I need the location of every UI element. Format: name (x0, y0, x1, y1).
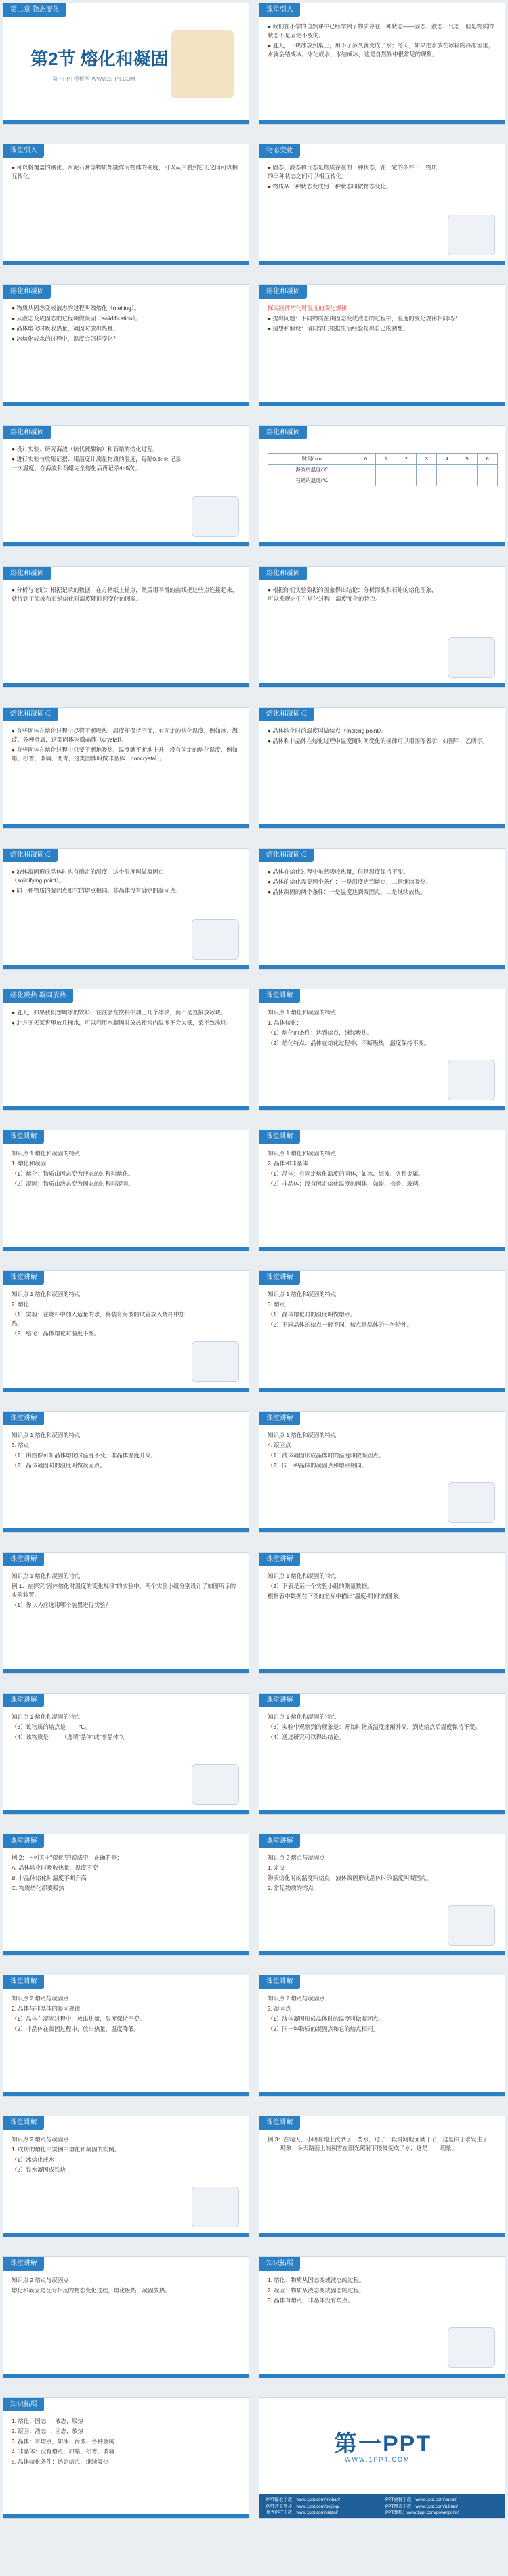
slide-29[interactable] (3, 1975, 249, 2097)
body-line: ● 晶体在熔化过程中虽然吸收热量，但是温度保持不变。 (268, 868, 409, 875)
slide-heading: 课堂讲解 (259, 1553, 300, 1566)
body-line: （4）通过研究可以得出结论。 (268, 1734, 345, 1740)
slide-heading: 课堂讲解 (259, 1694, 300, 1707)
slide-36[interactable] (259, 2397, 505, 2519)
slide-body (268, 1572, 496, 1668)
slide-bottom-bar (259, 683, 505, 687)
slide-body (12, 1994, 240, 2090)
body-line: （2）凝固：物质由液态变为固态的过程叫凝固。 (12, 1180, 134, 1187)
slide-3[interactable] (3, 144, 249, 265)
slide-5[interactable] (3, 284, 249, 406)
table-cell (396, 465, 417, 475)
table-cell: 时间/min (268, 454, 356, 465)
slide-body (268, 1008, 442, 1104)
body-line: 例 2：下列关于"熔化"的说法中，正确的是： (12, 1854, 123, 1861)
slide-body (268, 1713, 496, 1809)
apparatus-illustration (192, 2187, 239, 2227)
table-cell (417, 475, 437, 486)
body-line: ● 提出问题：不同物质在由固态变成液态的过程中，温度的变化规律相同吗？ (268, 315, 460, 322)
body-line: ● 北方冬天菜窖里放几桶水，可以利用水凝固时放热使窖内温度不会太低，菜不致冻坏。 (12, 1019, 232, 1026)
slide-bottom-bar (3, 2233, 249, 2237)
apparatus-illustration (448, 1905, 495, 1946)
slide-bottom-bar (259, 402, 505, 406)
slide-bottom-bar (259, 1388, 505, 1392)
slide-bottom-bar (3, 965, 249, 969)
body-line: A. 晶体熔化时吸收热量，温度不变 (12, 1864, 98, 1871)
table-cell: 海波的温度/℃ (268, 465, 356, 475)
slide-heading: 熔化和凝固 (259, 567, 307, 580)
slide-heading: 熔化和凝固点 (259, 708, 314, 721)
body-line: B. 非晶体熔化时温度不断升高 (12, 1874, 87, 1881)
slide-bottom-bar (3, 683, 249, 687)
footer-link[interactable]: PPT教程：www.1ppt.com/powerpoint/ (385, 2510, 459, 2515)
slide-body (12, 304, 240, 400)
table-cell: 4 (437, 454, 457, 465)
body-line: （2）同一种晶体的凝固点和熔点相同。 (268, 1462, 368, 1469)
slide-26[interactable] (259, 1693, 505, 1815)
slide-body (268, 1290, 496, 1386)
table-cell (437, 465, 457, 475)
table-cell: 6 (478, 454, 498, 465)
slide-body (12, 1290, 186, 1386)
body-line: 1. 晶体熔化： (268, 1019, 303, 1026)
slide-20[interactable] (259, 1270, 505, 1392)
end-logo-text: 第一PPT (334, 2431, 432, 2457)
body-line: （1）熔化的条件：达到熔点，继续吸热。 (268, 1029, 373, 1036)
table-cell (437, 475, 457, 486)
body-line: 知识点 1 熔化和凝固的特点 (12, 1150, 81, 1157)
body-line: （2）熔化特点：晶体在熔化过程中，不断吸热，温度保持不变。 (268, 1039, 430, 1046)
body-line: （2）铁水凝固成铁块 (12, 2166, 66, 2173)
slide-25[interactable] (3, 1693, 249, 1815)
body-line: 3. 熔点 (268, 1301, 286, 1308)
slide-body (12, 1853, 240, 1950)
slide-bottom-bar (259, 1810, 505, 1814)
table-cell: 5 (457, 454, 478, 465)
body-line: 知识点 1 熔化和凝固的特点 (12, 1432, 81, 1438)
slide-bottom-bar (3, 824, 249, 828)
body-line: 知识点 1 熔化和凝固的特点 (268, 1291, 337, 1297)
table-cell (376, 475, 396, 486)
slide-8[interactable] (259, 425, 505, 547)
apparatus-illustration (448, 2327, 495, 2368)
body-line: ● 晶体熔化时吸收热量，凝固时放出热量。 (12, 325, 119, 332)
body-line: （2）结论：晶体熔化时温度不变。 (12, 1330, 100, 1337)
body-line: ● 晶体凝固的两个条件：一是温度达到凝固点，二是继续放热。 (268, 888, 426, 895)
slide-heading: 课堂讲解 (3, 2257, 44, 2271)
slide-heading: 熔化和凝固 (3, 285, 51, 299)
apparatus-illustration (448, 637, 495, 678)
slide-bottom-bar (259, 1951, 505, 1955)
body-line: ● 根据你们实验数据的图象得出结论：分析海波和石蜡的熔化图象，可以发现它们在熔化过程中温度变化的特点。 (268, 586, 438, 602)
body-line: （1）晶体熔化时的温度叫做熔点。 (268, 1311, 356, 1318)
body-line: 知识点 1 熔化和凝固的特点 (12, 1291, 81, 1297)
end-footer (259, 2494, 505, 2518)
body-line: （4）该物质是____（选填"晶体"或"非晶体"）。 (12, 1734, 129, 1740)
body-line: ● 晶体熔化时的温度叫做熔点（melting point）。 (268, 727, 387, 734)
body-line: 4. 非晶体：没有熔点，如蜡、松香、玻璃 (12, 2448, 114, 2455)
body-line: （3）该物质的熔点是____℃。 (12, 1723, 91, 1730)
table-cell: 石蜡的温度/℃ (268, 475, 356, 486)
body-line: 知识点 1 熔化和凝固的特点 (268, 1009, 337, 1016)
slide-7[interactable] (3, 425, 249, 547)
table-cell (376, 465, 396, 475)
slide-body (12, 1713, 186, 1809)
body-line: 知识点 2 熔点与凝固点 (12, 2277, 69, 2283)
body-line: ● 我们在小学的自然课中已经学到了物质存在三种状态——固态、液态、气态，但是物质的状态不是固定不变的。 (268, 23, 494, 39)
body-line: 2. 晶体和非晶体 (268, 1160, 308, 1167)
apparatus-illustration (192, 1341, 239, 1382)
body-line: 知识点 1 熔化和凝固的特点 (268, 1432, 337, 1438)
slide-body (268, 22, 496, 119)
body-line: ● 设计实验：研究海波（硫代硫酸钠）和石蜡的熔化过程。 (12, 446, 158, 452)
slide-body (12, 1572, 240, 1668)
body-line: 知识点 2 熔点与凝固点 (12, 2136, 69, 2143)
slide-bottom-bar (3, 1106, 249, 1110)
body-line: 2. 凝固：物质从液态变成固态的过程。 (268, 2287, 365, 2294)
slide-bottom-bar (3, 120, 249, 124)
slide-bottom-bar (3, 1810, 249, 1814)
slide-subtitle: 第一PPT模板网-WWW.1PPT.COM (52, 76, 135, 82)
slide-bottom-bar (3, 2374, 249, 2378)
slide-body (12, 2135, 186, 2231)
slide-4[interactable] (259, 144, 505, 265)
table-cell (356, 475, 376, 486)
body-line: 2. 常见物质的熔点 (268, 1885, 314, 1891)
slide-30[interactable] (259, 1975, 505, 2097)
slide-15[interactable] (3, 989, 249, 1111)
slide-bottom-bar (259, 1669, 505, 1673)
slide-31[interactable] (3, 2116, 249, 2237)
table-cell: 3 (417, 454, 437, 465)
slide-heading: 课堂引入 (3, 144, 44, 158)
table-row (268, 454, 498, 465)
body-line: 3. 凝固点 (268, 2005, 291, 2012)
body-line: 知识点 2 熔点与凝固点 (12, 1995, 69, 2002)
body-line: 1. 定义 (268, 1864, 286, 1871)
table-cell (396, 475, 417, 486)
slide-heading: 熔化和凝固 (259, 285, 307, 299)
slide-19[interactable] (3, 1270, 249, 1392)
body-line: （1）晶体：有固定熔化温度的固体，如冰、海波、各种金属。 (268, 1170, 424, 1177)
slide-22[interactable] (259, 1411, 505, 1533)
slide-bottom-bar (259, 2374, 505, 2378)
slide-bottom-bar (3, 2514, 249, 2518)
body-line: ● 夏天，一块冰放到桌上，用不了多久就变成了水；冬天，如果把水放在冰箱的冷冻室里，水就会结成冰。冰化成水、水结成冰，这是自然界中很常见的现象。 (268, 42, 494, 58)
slide-title: 第2节 熔化和凝固 (30, 49, 169, 69)
body-line: 1. 熔化和凝固 (12, 1160, 47, 1167)
body-line: 3. 熔点 (12, 1442, 30, 1448)
slide-bottom-bar (259, 1106, 505, 1110)
slide-heading: 课堂讲解 (3, 1130, 44, 1144)
body-line: 知识点 1 熔化和凝固的特点 (268, 1572, 337, 1579)
body-line: （1）熔化：物质由固态变为液态的过程叫熔化。 (12, 1170, 134, 1177)
slide-heading: 熔化和凝固 (3, 567, 51, 580)
body-line: 1. 熔化：物质从固态变成液态的过程。 (268, 2277, 365, 2283)
slide-body (12, 867, 186, 964)
body-line: ● 可以将覆盖的钢化、水泥石膏等物质都能作为物体的硬度，可以从中看到它们之间可以相互转化。 (12, 164, 238, 179)
slide-heading: 熔化和凝固点 (259, 849, 314, 862)
body-line: （1）实验：在烧杯中加入适量的水，将装有海波的试管放入烧杯中加热。 (12, 1311, 185, 1327)
body-line: 3. 晶体：有熔点，如冰、海波、各种金属 (12, 2438, 114, 2445)
footer-link[interactable]: PPT图表下载：www.1ppt.com/tubiao/ (385, 2504, 458, 2509)
apparatus-illustration (192, 919, 239, 960)
footer-link[interactable]: 优秀PPT下载：www.1ppt.com/xiazai/ (266, 2510, 338, 2515)
slide-heading: 第二章 物态变化 (3, 3, 66, 17)
slide-bottom-bar (3, 2092, 249, 2096)
slide-heading: 知识拓展 (3, 2398, 44, 2411)
slide-heading: 熔化和凝固 (3, 426, 51, 439)
table-row (268, 465, 498, 475)
slide-heading: 熔化和凝固 (259, 426, 307, 439)
slide-21[interactable] (3, 1411, 249, 1533)
body-line: ● 晶体的熔化需要两个条件：一是温度达到熔点，二是继续吸热。 (268, 878, 431, 885)
slide-bottom-bar (3, 542, 249, 546)
slide-heading: 课堂讲解 (3, 1271, 44, 1285)
table-cell: 0 (356, 454, 376, 465)
slide-bottom-bar (3, 1528, 249, 1532)
slide-2[interactable] (259, 3, 505, 125)
body-line: 3. 晶体有熔点，非晶体没有熔点。 (268, 2297, 354, 2304)
slide-bottom-bar (3, 1247, 249, 1251)
slide-bottom-bar (259, 1247, 505, 1251)
footer-col (266, 2497, 381, 2516)
slide-body (268, 867, 496, 964)
end-url-text: WWW.1PPT.COM (345, 2456, 410, 2463)
footer-link[interactable]: PPT素材下载：www.1ppt.com/sucai/ (385, 2497, 457, 2502)
slide-body (12, 2276, 240, 2372)
body-line: （3）实验中观察到的现象是：开始时物质温度逐渐升高，到达熔点后温度保持不变。 (268, 1723, 481, 1730)
body-line: ● 同一种物质的凝固点和它的熔点相同。非晶体没有确定的凝固点。 (12, 887, 182, 894)
slide-bottom-bar (259, 120, 505, 124)
body-line: ● 有些固体在熔化过程中只要不断地吸热，温度就不断地上升，没有固定的熔化温度，例如蜡、松香、玻璃、沥青，这类固体叫做非晶体（noncrystal）。 (12, 746, 238, 762)
body-line: 知识点 2 熔点与凝固点 (268, 1995, 325, 2002)
body-line: （1）晶体在凝固过程中，放出热量，温度保持不变。 (12, 2015, 146, 2022)
body-line: C. 物质熔化都要吸热 (12, 1885, 64, 1891)
body-line: ● 猜想和假设：请同学们根据生活经验提出自己的猜想。 (268, 325, 409, 332)
slide-heading: 课堂讲解 (259, 1834, 300, 1848)
body-line: 1. 熔化：固态 → 液态，吸热 (12, 2418, 84, 2424)
slide-body (268, 586, 442, 682)
table-cell (356, 465, 376, 475)
slide-bottom-bar (259, 2233, 505, 2237)
slide-27[interactable] (3, 1834, 249, 1956)
slide-bottom-bar (3, 1951, 249, 1955)
body-line: 知识点 1 熔化和凝固的特点 (12, 1713, 81, 1720)
body-line: 探究固体熔化时温度的变化规律 (268, 305, 347, 312)
body-line: 4. 凝固点 (268, 1442, 291, 1448)
slide-body (268, 2135, 496, 2231)
slide-9[interactable] (3, 566, 249, 688)
slide-body (268, 1149, 496, 1245)
slide-body (12, 1149, 240, 1245)
body-line: ● 液体凝固形成晶体时也有确定的温度，这个温度叫做凝固点（solidifying point）。 (12, 868, 165, 884)
body-line: ● 固态、液态和气态是物质存在的三种状态，在一定的条件下，物质的三种状态之间可以相互转化。 (268, 164, 438, 179)
slide-body (268, 1853, 442, 1950)
footer-col (385, 2497, 501, 2516)
body-line: 2. 晶体与非晶体的凝固规律 (12, 2005, 81, 2012)
slide-heading: 课堂讲解 (3, 1412, 44, 1425)
apparatus-illustration (448, 1060, 495, 1100)
slide-heading: 课堂讲解 (259, 1271, 300, 1285)
slide-1[interactable] (3, 3, 249, 125)
body-line: （1）你认为应选用哪个装置进行实验？ (12, 1602, 112, 1608)
slide-body (12, 1008, 240, 1104)
body-line: （1）液体凝固形成晶体时的温度叫做凝固点。 (268, 2015, 385, 2022)
body-line: ● 从液态变成固态的过程叫做凝固（solidification）。 (12, 315, 142, 322)
slide-heading: 熔化和凝固点 (3, 708, 58, 721)
slide-heading: 课堂讲解 (259, 1975, 300, 1989)
slide-heading: 课堂讲解 (3, 2116, 44, 2130)
slide-16[interactable] (259, 989, 505, 1111)
body-line: ● 分析与论证：根据记录的数据，在方格纸上描点，然后用平滑的曲线把这些点连接起来，就得到了海波和石蜡熔化时温度随时间变化的图象。 (12, 586, 238, 602)
body-line: （2）下表是某一个实验小组的测量数据。 (268, 1583, 373, 1589)
slide-heading: 熔化吸热 凝固放热 (3, 989, 73, 1003)
slide-14[interactable] (259, 848, 505, 970)
slide-body (12, 727, 240, 823)
body-line: 1. 成功的熔化中实例中熔化和凝固的实例。 (12, 2146, 121, 2153)
body-line: ● 冰熔化成水的过程中，温度会怎样变化？ (12, 335, 119, 342)
apparatus-illustration (448, 215, 495, 255)
slide-12[interactable] (259, 707, 505, 829)
table-cell (478, 475, 498, 486)
table-cell (457, 475, 478, 486)
body-line: 物质熔化时的温度叫熔点，液体凝固形成晶体时的温度叫凝固点。 (268, 1874, 432, 1881)
footer-link[interactable]: PPT背景图片：www.1ppt.com/beijing/ (266, 2504, 339, 2509)
body-line: ● 物质从固态变成液态的过程叫做熔化（melting）。 (12, 305, 140, 312)
slide-18[interactable] (259, 1130, 505, 1251)
body-line: （1）冰熔化成水 (12, 2156, 55, 2163)
table-cell (457, 465, 478, 475)
slide-body (12, 445, 186, 541)
slide-bottom-bar (3, 1388, 249, 1392)
body-line: （1）由图像可知晶体熔化时温度不变，非晶体温度升高。 (12, 1452, 157, 1459)
data-table (268, 453, 498, 486)
slide-bottom-bar (259, 261, 505, 265)
slide-body (268, 1994, 496, 2090)
body-line: 例 1：在探究"固体熔化时温度的变化规律"的实验中，两个实验小组分别设计了如图所示的实验装置。 (12, 1583, 236, 1598)
slide-bottom-bar (3, 261, 249, 265)
body-line: 例 3：在晴天，小明在地上泼洒了一些水，过了一段时间地面就干了，这是由于水发生了____现象；冬天路面上的积雪在阳光照射下慢慢变成了水，这是____现象。 (268, 2136, 488, 2151)
apparatus-illustration (192, 496, 239, 537)
slide-33[interactable] (3, 2256, 249, 2378)
slide-heading: 课堂讲解 (3, 1975, 44, 1989)
slide-body (268, 163, 442, 259)
slide-heading: 课堂讲解 (259, 989, 300, 1003)
slide-body (268, 1431, 442, 1527)
footer-link[interactable]: PPT模板下载：www.1ppt.com/moban/ (266, 2497, 341, 2502)
slide-heading: 课堂讲解 (3, 1553, 44, 1566)
slide-heading: 课堂讲解 (259, 2116, 300, 2130)
body-line: 知识点 2 熔点与凝固点 (268, 1854, 325, 1861)
body-line: （2）晶体凝固时的温度叫做凝固点。 (12, 1462, 106, 1469)
slide-heading: 知识拓展 (259, 2257, 300, 2271)
slide-heading: 课堂讲解 (3, 1694, 44, 1707)
slide-17[interactable] (3, 1130, 249, 1251)
slide-35[interactable] (3, 2397, 249, 2519)
apparatus-illustration (448, 1482, 495, 1523)
body-line: 知识点 1 熔化和凝固的特点 (268, 1713, 337, 1720)
body-line: （1）液体凝固形成晶体时的温度叫做凝固点。 (268, 1452, 385, 1459)
body-line: ● 物质从一种状态变成另一种状态叫做物态变化。 (268, 183, 392, 190)
slide-body (12, 1431, 240, 1527)
slide-body (268, 2276, 442, 2372)
body-line: （2）不同晶体的熔点一般不同，熔点是晶体的一种特性。 (268, 1321, 413, 1328)
body-line: ● 夏天，如果我们想喝冰的饮料，往往会在饮料中加上几个冰块，而不是直接放冰块。 (12, 1009, 227, 1016)
slide-bottom-bar (259, 1528, 505, 1532)
slide-bottom-bar (3, 402, 249, 406)
body-line: ● 有些固体在熔化过程中尽管不断吸热，温度却保持不变，有固定的熔化温度，例如冰、海波、各种金属，这类固体叫做晶体（crystal）。 (12, 727, 238, 743)
slide-10[interactable] (259, 566, 505, 688)
slide-bottom-bar (259, 2092, 505, 2096)
slide-heading: 物态变化 (259, 144, 300, 158)
slide-heading: 课堂引入 (259, 3, 300, 17)
table-row (268, 475, 498, 486)
body-line: 5. 晶体熔化条件：达到熔点，继续吸热 (12, 2458, 109, 2465)
body-line: （2）非晶体在凝固过程中，放出热量，温度降低。 (12, 2025, 140, 2032)
slide-body (268, 304, 496, 400)
slide-body (12, 586, 240, 682)
table-cell: 1 (376, 454, 396, 465)
slide-bottom-bar (259, 965, 505, 969)
slide-bottom-bar (259, 542, 505, 546)
slide-34[interactable] (259, 2256, 505, 2378)
table-cell (478, 465, 498, 475)
slide-heading: 课堂讲解 (259, 1130, 300, 1144)
slide-11[interactable] (3, 707, 249, 829)
slide-body (268, 727, 496, 823)
slide-bottom-bar (3, 1669, 249, 1673)
slide-body (12, 2417, 240, 2513)
table-cell: 2 (396, 454, 417, 465)
body-line: ● 进行实验与收集证据：用温度计测量物质的温度，每隔0.5min记录一次温度，在海波和石蜡完全熔化后再记录4~5次。 (12, 456, 182, 471)
slide-13[interactable] (3, 848, 249, 970)
slide-23[interactable] (3, 1552, 249, 1674)
apparatus-illustration (192, 1764, 239, 1805)
slide-32[interactable] (259, 2116, 505, 2237)
slide-bottom-bar (259, 824, 505, 828)
table-cell (417, 465, 437, 475)
body-line: 知识点 1 熔化和凝固的特点 (268, 1150, 337, 1157)
body-line: （2）非晶体：没有固定熔化温度的固体，如蜡、松香、玻璃。 (268, 1180, 424, 1187)
slide-heading: 熔化和凝固点 (3, 849, 58, 862)
teacher-illustration (171, 30, 234, 98)
slide-body (12, 163, 240, 259)
slide-6[interactable] (259, 284, 505, 406)
body-line: 2. 凝固：液态 → 固态，放热 (12, 2428, 84, 2434)
body-line: 2. 熔化 (12, 1301, 30, 1308)
slide-28[interactable] (259, 1834, 505, 1956)
slide-heading: 课堂讲解 (3, 1834, 44, 1848)
slide-24[interactable] (259, 1552, 505, 1674)
slide-heading: 课堂讲解 (259, 1412, 300, 1425)
body-line: ● 晶体和非晶体在熔化过程中温度随时间变化的规律可以用图像表示，如图甲、乙所示。 (268, 737, 488, 744)
body-line: 知识点 1 熔化和凝固的特点 (12, 1572, 81, 1579)
body-line: 熔化和凝固是互为相反的物态变化过程，熔化吸热，凝固放热。 (12, 2287, 171, 2294)
body-line: （2）同一种物质的凝固点和它的熔点相同。 (268, 2025, 379, 2032)
body-line: 根据表中数据在下图的坐标中描出"温度-时间"的图象。 (268, 1593, 404, 1600)
